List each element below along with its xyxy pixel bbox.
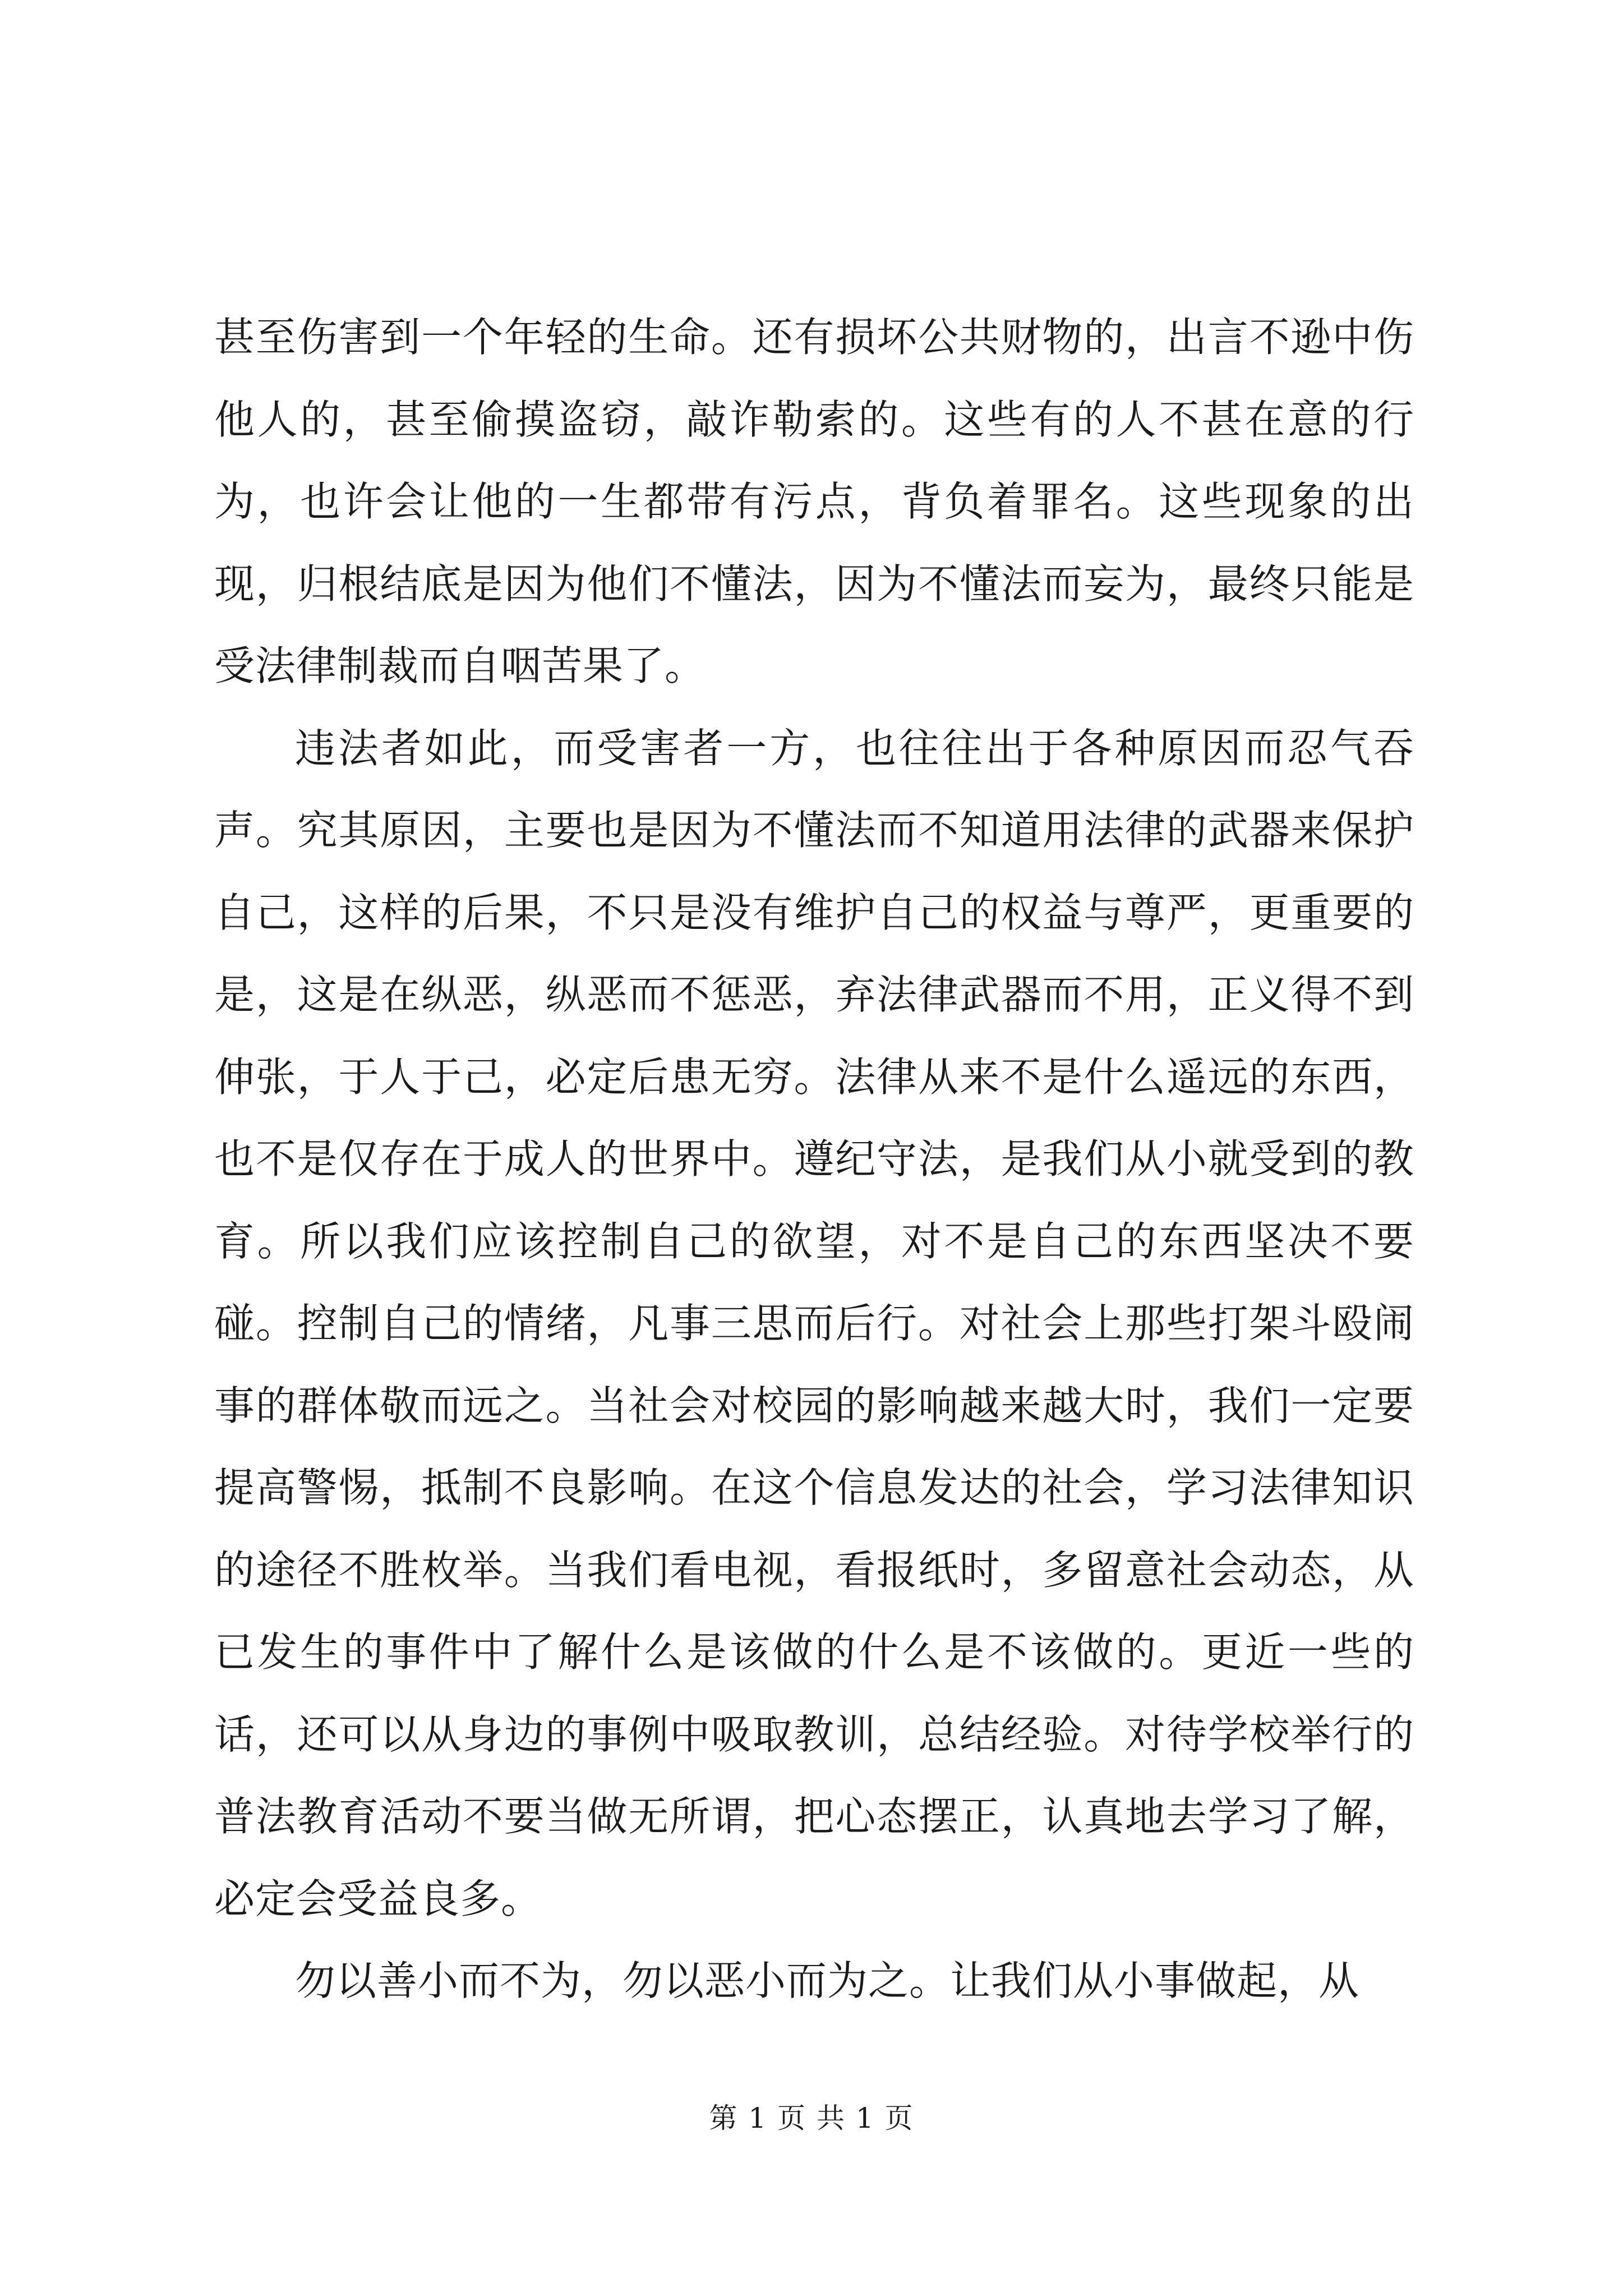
paragraph-1: 甚至伤害到一个年轻的生命。还有损坏公共财物的，出言不逊中伤他人的，甚至偷摸盗窃，敲诈勒索的。这些有的人不甚在意的行为，也许会让他的一生都带有污点，背负着罪名。这些现象的出现，归根结底是因为他们不懂法，因为不懂法而妄为，最终只能是受法律制裁而自咽苦果了。 xyxy=(214,314,1414,689)
document-body xyxy=(214,296,1414,2022)
paragraph-2: 违法者如此，而受害者一方，也往往出于各种原因而忍气吞声。究其原因，主要也是因为不懂法而不知道用法律的武器来保护自己，这样的后果，不只是没有维护自己的权益与尊严，更重要的是，这是在纵恶，纵恶而不惩恶，弃法律武器而不用，正义得不到伸张，于人于己，必定后患无穷。法律从来不是什么遥远的东西，也不是仅存在于成人的世界中。遵纪守法，是我们从小就受到的教育。所以我们应该控制自己的欲望，对不是自己的东西坚决不要碰。控制自己的情绪，凡事三思而后行。对社会上那些打架斗殴闹事的群体敬而远之。当社会对校园的影响越来越大时，我们一定要提高警惕，抵制不良影响。在这个信息发达的社会，学习法律知识的途径不胜枚举。当我们看电视，看报纸时，多留意社会动态，从已发生的事件中了解什么是该做的什么是不该做的。更近一些的话，还可以从身边的事例中吸取教训，总结经验。对待学校举行的普法教育活动不要当做无所谓，把心态摆正，认真地去学习了解，必定会受益良多。 xyxy=(214,724,1414,1922)
page-footer: 第 1 页 共 1 页 xyxy=(709,2102,914,2134)
paragraph-3: 勿以善小而不为，勿以恶小而为之。让我们从小事做起，从 xyxy=(295,1957,1360,2004)
